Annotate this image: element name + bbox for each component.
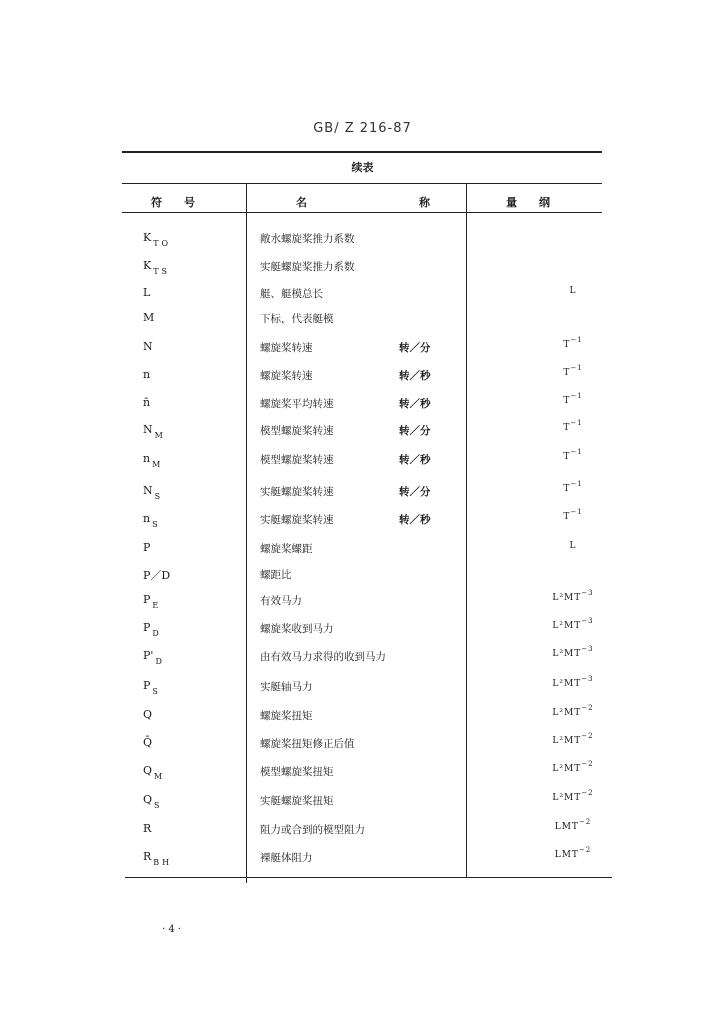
table-row	[0, 732, 725, 760]
symbol-cell	[143, 822, 153, 835]
name-cell: 螺旋桨平均转速	[260, 398, 334, 410]
column-header-name-left: 名	[296, 196, 307, 209]
dimension-cell	[533, 617, 613, 631]
dimension-cell	[533, 364, 613, 378]
symbol-cell	[143, 231, 172, 248]
symbol-cell	[143, 764, 166, 781]
unit-cell: 转／分	[399, 425, 431, 437]
table-row	[0, 231, 725, 255]
dimension-exponent: −3	[581, 589, 594, 597]
dimension-cell	[533, 508, 613, 522]
symbol-main: Q̄	[143, 736, 153, 749]
dimension-base: T	[563, 512, 571, 522]
name-cell: 螺旋桨收到马力	[260, 623, 334, 635]
dimension-base: L²MT	[552, 621, 582, 631]
symbol-main: R	[143, 822, 152, 835]
symbol-cell	[143, 512, 161, 529]
table-row	[0, 704, 725, 732]
dimension-exponent: −1	[570, 448, 583, 456]
table-row	[0, 541, 725, 565]
dimension-base: T	[563, 340, 571, 350]
dimension-base: L	[569, 286, 577, 296]
name-cell: 敞水螺旋桨推力系数	[260, 233, 355, 245]
symbol-cell	[143, 736, 154, 749]
name-cell: 实艇螺旋桨转速	[260, 514, 334, 526]
name-cell: 实艇螺旋桨扭矩	[260, 795, 334, 807]
dimension-cell	[533, 789, 613, 803]
dimension-cell	[533, 675, 613, 689]
table-row	[0, 760, 725, 788]
dimension-exponent: −2	[581, 732, 594, 740]
dimension-cell	[533, 392, 613, 406]
symbol-main: Q	[143, 764, 153, 777]
symbol-main: M	[143, 311, 155, 324]
name-cell: 模型螺旋桨转速	[260, 454, 334, 466]
bottom-rule	[125, 877, 612, 878]
dimension-base: L²MT	[552, 736, 582, 746]
unit-cell: 转／分	[399, 486, 431, 498]
dimension-exponent: −1	[570, 364, 583, 372]
symbol-main: n	[143, 368, 151, 381]
top-rule	[122, 151, 602, 153]
dimension-base: LMT	[554, 850, 579, 860]
dimension-exponent: −3	[581, 617, 594, 625]
table-row	[0, 419, 725, 447]
symbol-subscript: TO	[153, 239, 172, 248]
dimension-cell	[533, 704, 613, 718]
name-cell: 螺旋桨螺距	[260, 543, 313, 555]
name-cell: 艇、艇模总长	[260, 288, 323, 300]
dimension-base: T	[563, 368, 571, 378]
symbol-cell	[143, 793, 163, 810]
table-caption: 续表	[351, 161, 374, 174]
symbol-cell	[143, 567, 172, 583]
symbol-main: N	[143, 340, 153, 353]
dimension-cell	[533, 336, 613, 350]
dimension-cell	[533, 760, 613, 774]
symbol-subscript: S	[154, 801, 163, 810]
dimension-cell	[533, 286, 613, 296]
dimension-base: L²MT	[552, 649, 582, 659]
symbol-subscript: D	[155, 657, 165, 666]
symbol-main: N	[143, 484, 153, 497]
symbol-subscript: M	[152, 460, 164, 469]
table-row	[0, 480, 725, 508]
name-cell: 模型螺旋桨扭矩	[260, 766, 334, 778]
header-bottom-rule	[122, 212, 602, 213]
name-cell: 实艇螺旋桨推力系数	[260, 261, 355, 273]
name-cell: 螺旋桨转速	[260, 370, 313, 382]
symbol-cell	[143, 368, 152, 381]
table-row	[0, 789, 725, 817]
dimension-base: L²MT	[552, 793, 582, 803]
dimension-cell	[533, 846, 613, 860]
page-number: · 4 ·	[162, 924, 182, 935]
symbol-subscript: BH	[153, 858, 173, 867]
symbol-subscript: M	[154, 772, 166, 781]
dimension-base: L²MT	[552, 593, 582, 603]
name-cell: 实艇轴马力	[260, 681, 313, 693]
table-row	[0, 336, 725, 364]
dimension-exponent: −3	[581, 675, 594, 683]
symbol-main: Q	[143, 793, 153, 806]
column-header-dimension: 量 纲	[506, 196, 550, 209]
name-cell: 裸艇体阻力	[260, 852, 313, 864]
symbol-main: N	[143, 423, 153, 436]
name-cell: 螺距比	[260, 569, 292, 581]
symbol-cell	[143, 484, 164, 501]
table-row	[0, 392, 725, 420]
symbol-cell	[143, 311, 156, 324]
dimension-exponent: −3	[581, 645, 594, 653]
column-header-name-right: 称	[419, 196, 430, 209]
table-row	[0, 818, 725, 846]
symbol-subscript: M	[154, 431, 166, 440]
table-row	[0, 617, 725, 645]
table-row	[0, 846, 725, 874]
dimension-cell	[533, 645, 613, 659]
symbol-main: P	[143, 541, 151, 554]
symbol-main: P	[143, 621, 151, 634]
dimension-exponent: −1	[570, 336, 583, 344]
symbol-cell	[143, 541, 152, 554]
dimension-base: T	[563, 452, 571, 462]
symbol-main: L	[143, 286, 151, 299]
table-row	[0, 645, 725, 673]
symbol-cell	[143, 679, 161, 696]
dimension-exponent: −2	[581, 704, 594, 712]
symbol-main: n	[143, 452, 151, 465]
unit-cell: 转／秒	[399, 514, 431, 526]
symbol-main: n̄	[143, 396, 151, 409]
dimension-exponent: −2	[578, 818, 592, 826]
dimension-exponent: −2	[581, 789, 594, 797]
name-cell: 螺旋桨扭矩修正后值	[260, 738, 355, 750]
symbol-main: R	[143, 850, 152, 863]
dimension-cell	[533, 419, 613, 433]
dimension-cell	[533, 818, 613, 832]
name-cell: 螺旋桨转速	[260, 342, 313, 354]
unit-cell: 转／秒	[399, 370, 431, 382]
dimension-exponent: −1	[570, 392, 583, 400]
symbol-subscript: S	[152, 687, 161, 696]
header-top-rule	[122, 183, 602, 184]
name-cell: 螺旋桨扭矩	[260, 710, 313, 722]
symbol-main: P	[143, 593, 151, 606]
unit-cell: 转／秒	[399, 454, 431, 466]
table-row	[0, 311, 725, 335]
table-row	[0, 508, 725, 536]
symbol-cell	[143, 259, 171, 276]
symbol-subscript: D	[152, 629, 162, 638]
dimension-cell	[533, 448, 613, 462]
symbol-cell	[143, 286, 152, 299]
symbol-subscript: S	[154, 492, 164, 501]
symbol-main: P／D	[143, 569, 171, 582]
symbol-cell	[143, 621, 162, 638]
symbol-cell	[143, 452, 164, 469]
dimension-cell	[533, 589, 613, 603]
name-cell: 实艇螺旋桨转速	[260, 486, 334, 498]
symbol-subscript: E	[152, 601, 162, 610]
symbol-cell	[143, 850, 173, 867]
symbol-subscript: TS	[153, 267, 171, 276]
dimension-base: L²MT	[552, 764, 582, 774]
symbol-cell	[143, 649, 165, 666]
symbol-subscript: S	[152, 520, 161, 529]
dimension-exponent: −1	[570, 480, 583, 488]
dimension-base: L²MT	[552, 708, 582, 718]
table-row	[0, 567, 725, 591]
name-cell: 有效马力	[260, 595, 302, 607]
symbol-cell	[143, 340, 155, 353]
name-cell: 由有效马力求得的收到马力	[260, 651, 386, 663]
unit-cell: 转／分	[399, 342, 431, 354]
symbol-cell	[143, 708, 154, 721]
symbol-main: P'	[143, 649, 154, 662]
symbol-main: K	[143, 231, 152, 244]
table-row	[0, 259, 725, 283]
unit-cell: 转／秒	[399, 398, 431, 410]
dimension-cell	[533, 541, 613, 551]
dimension-exponent: −1	[570, 419, 583, 427]
symbol-cell	[143, 396, 152, 409]
dimension-base: L	[569, 541, 577, 551]
document-code: GB/ Z 216-87	[313, 121, 412, 136]
dimension-base: LMT	[554, 822, 579, 832]
symbol-cell	[143, 593, 162, 610]
table-row	[0, 589, 725, 617]
symbol-main: P	[143, 679, 151, 692]
table-row	[0, 675, 725, 703]
symbol-cell	[143, 423, 166, 440]
symbol-main: K	[143, 259, 152, 272]
dimension-exponent: −2	[578, 846, 592, 854]
table-row	[0, 286, 725, 310]
column-header-symbol: 符 号	[151, 196, 195, 209]
name-cell: 模型螺旋桨转速	[260, 425, 334, 437]
dimension-cell	[533, 732, 613, 746]
dimension-exponent: −2	[581, 760, 594, 768]
name-cell: 阻力或合到的模型阻力	[260, 824, 365, 836]
symbol-main: Q	[143, 708, 153, 721]
dimension-base: T	[563, 484, 571, 494]
dimension-cell	[533, 480, 613, 494]
dimension-exponent: −1	[570, 508, 583, 516]
dimension-base: T	[563, 423, 571, 433]
name-cell: 下标，代表艇模	[260, 313, 334, 325]
table-row	[0, 448, 725, 476]
dimension-base: T	[563, 396, 571, 406]
dimension-base: L²MT	[552, 679, 582, 689]
table-row	[0, 364, 725, 392]
symbol-main: n	[143, 512, 151, 525]
